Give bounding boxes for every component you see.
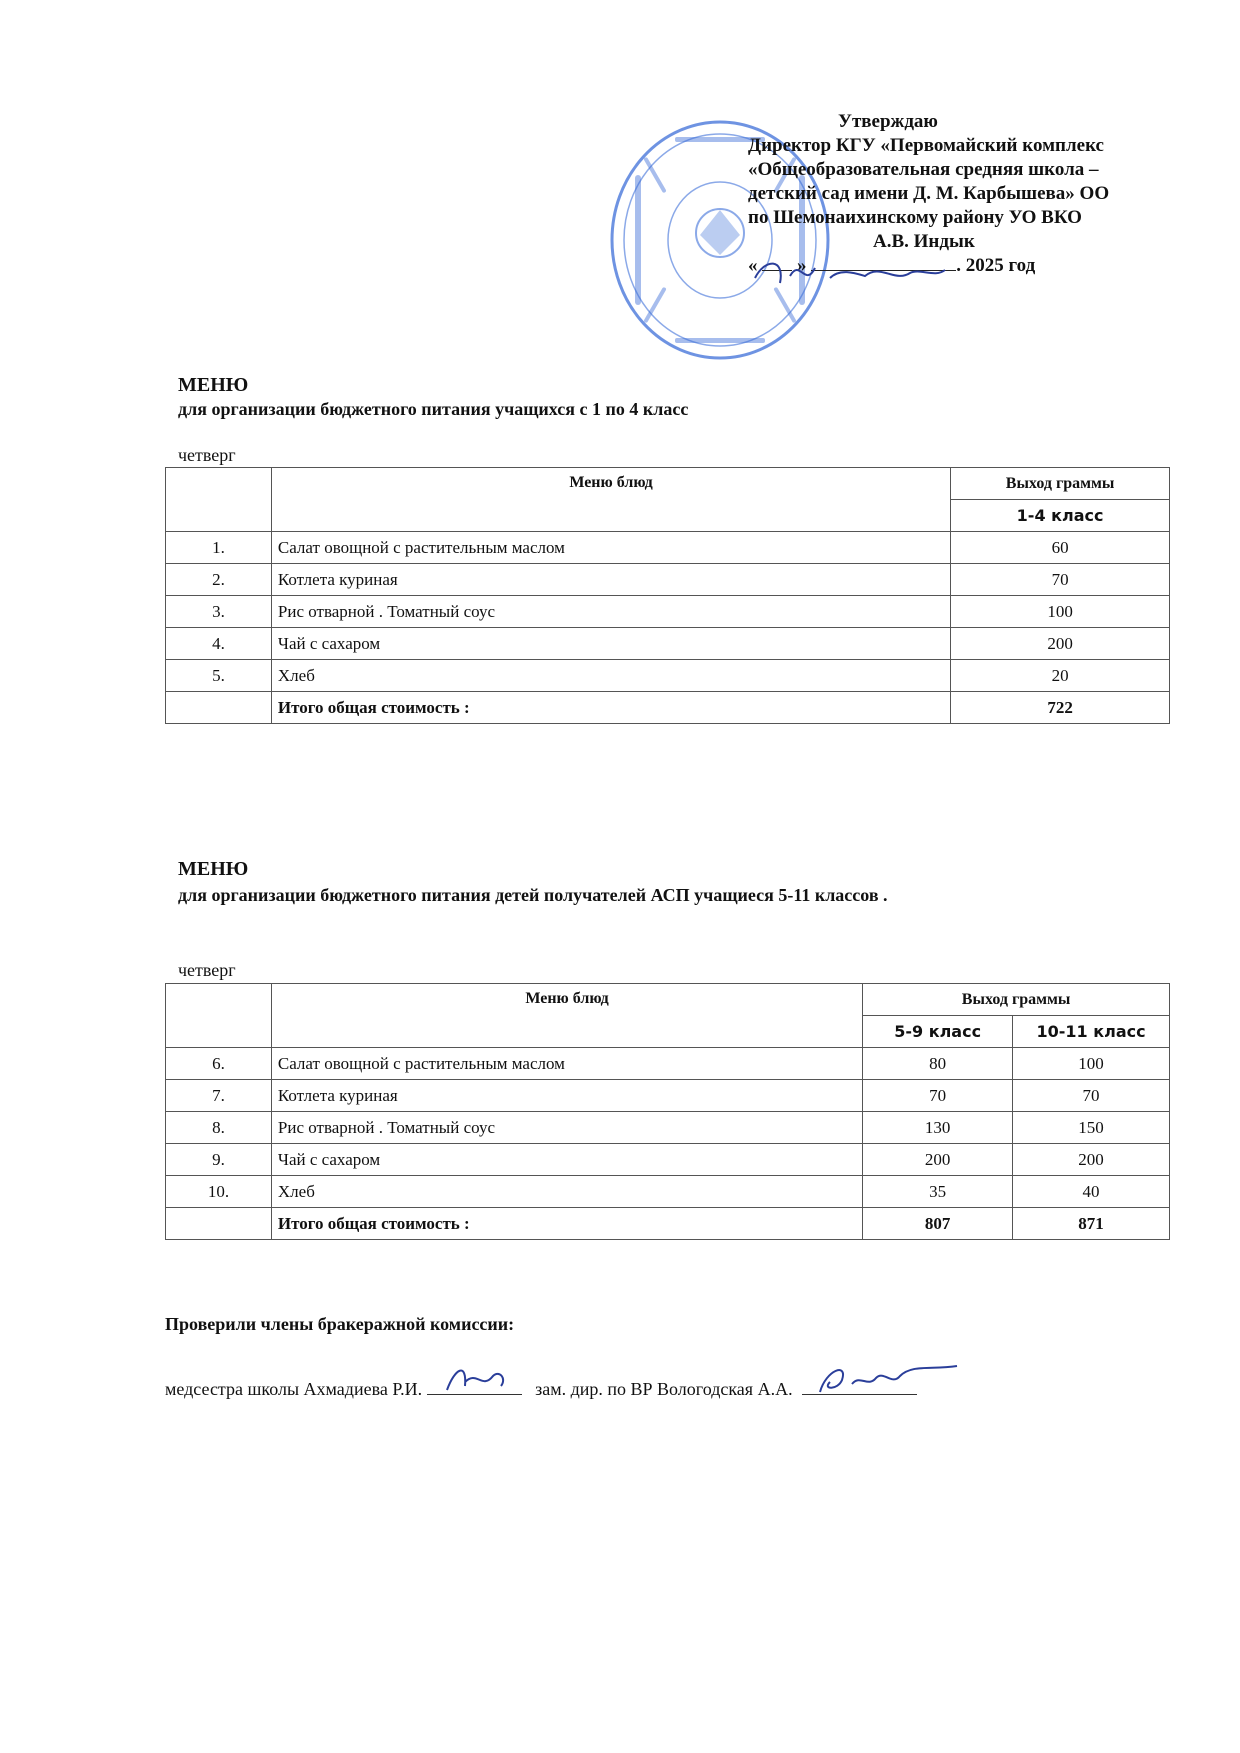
deputy-name: зам. дир. по ВР Вологодская А.А. bbox=[535, 1379, 793, 1399]
yield-value-b: 150 bbox=[1013, 1112, 1170, 1144]
menu2-subtitle: для организации бюджетного питания детей получателей АСП учащиеся 5-11 классов . bbox=[178, 885, 888, 905]
row-number: 4. bbox=[166, 628, 272, 660]
nurse-name: медсестра школы Ахмадиева Р.И. bbox=[165, 1379, 423, 1399]
menu1-title: МЕНЮ bbox=[178, 374, 249, 396]
dish-name: Хлеб bbox=[271, 1176, 862, 1208]
yield-value-b: 200 bbox=[1013, 1144, 1170, 1176]
date-close-quote: » bbox=[797, 255, 807, 276]
approval-line-4: по Шемонаихинскому району УО ВКО bbox=[748, 207, 1082, 228]
dish-name: Котлета куриная bbox=[271, 564, 950, 596]
dish-name: Салат овощной с растительным маслом bbox=[271, 532, 950, 564]
row-number: 3. bbox=[166, 596, 272, 628]
table-row bbox=[166, 596, 1170, 628]
dish-name: Чай с сахаром bbox=[271, 628, 950, 660]
row-number: 2. bbox=[166, 564, 272, 596]
dish-name: Салат овощной с растительным маслом bbox=[271, 1048, 862, 1080]
total-row bbox=[166, 692, 1170, 724]
menu2-header-yield: Выход граммы bbox=[863, 984, 1170, 1016]
approval-date-year: . 2025 год bbox=[956, 255, 1036, 276]
commission-title: Проверили члены бракеражной комиссии: bbox=[165, 1314, 515, 1334]
dish-name: Чай с сахаром bbox=[271, 1144, 862, 1176]
yield-value-a: 200 bbox=[863, 1144, 1013, 1176]
menu2-table bbox=[165, 983, 1170, 1240]
table-row bbox=[166, 1144, 1170, 1176]
total-label: Итого общая стоимость : bbox=[271, 1208, 862, 1240]
approval-line-1: Директор КГУ «Первомайский комплекс bbox=[748, 135, 1104, 156]
approval-line-2: «Общеобразовательная средняя школа – bbox=[748, 159, 1099, 180]
dish-name: Котлета куриная bbox=[271, 1080, 862, 1112]
menu1-header-yield: Выход граммы bbox=[951, 468, 1170, 500]
table-row bbox=[166, 1048, 1170, 1080]
table-row bbox=[166, 628, 1170, 660]
row-number: 9. bbox=[166, 1144, 272, 1176]
dish-name: Хлеб bbox=[271, 660, 950, 692]
menu2-header-class-b: 10-11 класс bbox=[1013, 1016, 1170, 1048]
table-row bbox=[166, 532, 1170, 564]
row-number: 6. bbox=[166, 1048, 272, 1080]
approval-director-name: А.В. Индык bbox=[873, 231, 975, 252]
commission-signatures bbox=[165, 1376, 917, 1400]
approval-heading: Утверждаю bbox=[838, 111, 938, 132]
yield-value-a: 130 bbox=[863, 1112, 1013, 1144]
total-label: Итого общая стоимость : bbox=[271, 692, 950, 724]
row-number: 7. bbox=[166, 1080, 272, 1112]
yield-value-a: 80 bbox=[863, 1048, 1013, 1080]
date-open-quote: « bbox=[748, 255, 758, 276]
menu2-title: МЕНЮ bbox=[178, 858, 249, 880]
total-value-b: 871 bbox=[1013, 1208, 1170, 1240]
menu1-table bbox=[165, 467, 1170, 724]
total-row bbox=[166, 1208, 1170, 1240]
yield-value: 100 bbox=[951, 596, 1170, 628]
yield-value: 20 bbox=[951, 660, 1170, 692]
menu1-day: четверг bbox=[178, 445, 236, 465]
yield-value-a: 35 bbox=[863, 1176, 1013, 1208]
row-number: 8. bbox=[166, 1112, 272, 1144]
menu1-subtitle: для организации бюджетного питания учащихся с 1 по 4 класс bbox=[178, 399, 689, 419]
dish-name: Рис отварной . Томатный соус bbox=[271, 1112, 862, 1144]
yield-value-b: 40 bbox=[1013, 1176, 1170, 1208]
menu2-day: четверг bbox=[178, 960, 236, 980]
nurse-signature bbox=[427, 1376, 522, 1395]
table-row bbox=[166, 564, 1170, 596]
total-value-a: 807 bbox=[863, 1208, 1013, 1240]
table-row bbox=[166, 1112, 1170, 1144]
menu1-header-dish: Меню блюд bbox=[271, 468, 950, 532]
menu2-header-dish: Меню блюд bbox=[271, 984, 862, 1048]
yield-value: 200 bbox=[951, 628, 1170, 660]
yield-value-b: 70 bbox=[1013, 1080, 1170, 1112]
deputy-signature bbox=[802, 1376, 917, 1395]
yield-value: 70 bbox=[951, 564, 1170, 596]
row-number: 1. bbox=[166, 532, 272, 564]
table-row bbox=[166, 1176, 1170, 1208]
table-row bbox=[166, 1080, 1170, 1112]
director-signature bbox=[745, 248, 985, 298]
row-number: 5. bbox=[166, 660, 272, 692]
row-number: 10. bbox=[166, 1176, 272, 1208]
total-value: 722 bbox=[951, 692, 1170, 724]
menu1-header-class: 1-4 класс bbox=[951, 500, 1170, 532]
approval-line-3: детский сад имени Д. М. Карбышева» ОО bbox=[748, 183, 1110, 204]
dish-name: Рис отварной . Томатный соус bbox=[271, 596, 950, 628]
yield-value-a: 70 bbox=[863, 1080, 1013, 1112]
yield-value: 60 bbox=[951, 532, 1170, 564]
menu2-header-class-a: 5-9 класс bbox=[863, 1016, 1013, 1048]
table-row bbox=[166, 660, 1170, 692]
yield-value-b: 100 bbox=[1013, 1048, 1170, 1080]
